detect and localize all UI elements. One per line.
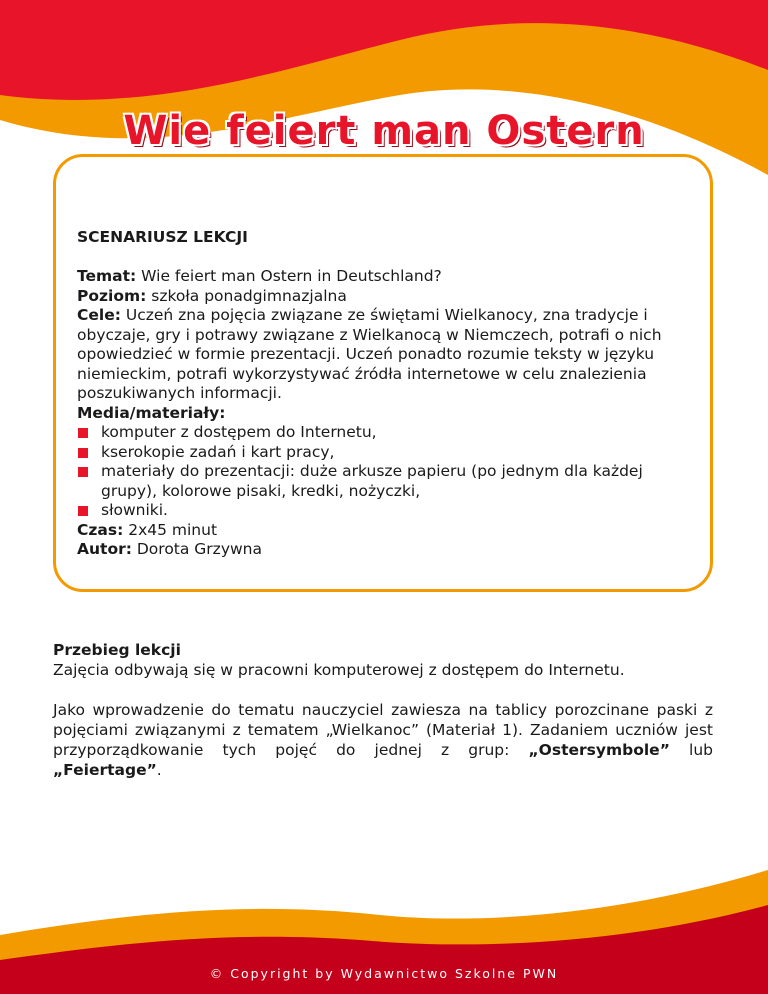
topic-label: Temat:: [77, 267, 137, 285]
level-label: Poziom:: [77, 286, 147, 305]
copyright-footer: © Copyright by Wydawnictwo Szkolne PWN: [209, 966, 559, 981]
lesson-paragraph: [53, 700, 713, 780]
bullet-square-icon: [78, 506, 88, 516]
media-item-text: materiały do prezentacji: duże arkusze papieru (po jednym dla każdej grupy), kolorowe pisaki, kredki, nożyczki,: [101, 462, 643, 500]
topic-line: [77, 267, 697, 287]
media-item-text: kserokopie zadań i kart pracy,: [101, 442, 335, 461]
author-value: Dorota Grzywna: [131, 540, 262, 558]
lesson-paragraph-connector: lub: [669, 741, 713, 759]
ostersymbole-term: „Ostersymbole”: [528, 741, 670, 759]
list-item: [77, 443, 697, 463]
list-item: [77, 462, 697, 501]
level-value: szkoła ponadgimnazjalna: [146, 286, 347, 305]
bullet-square-icon: [78, 428, 88, 438]
time-label: Czas:: [77, 520, 124, 539]
media-label: Media/materiały:: [77, 403, 226, 422]
media-item-text: komputer z dostępem do Internetu,: [101, 423, 377, 441]
lesson-paragraph-text: Jako wprowadzenie do tematu nauczyciel zawiesza na tablicy porozcinane paski z pojęciami związanymi z tematem „Wielkanoc” (Materiał 1). Zadaniem uczniów jest przyporządkowanie tych pojęć do jednej z grup:: [53, 701, 713, 759]
list-item: [77, 501, 697, 521]
lesson-section: [53, 640, 713, 780]
bullet-square-icon: [78, 467, 88, 477]
level-line: [77, 287, 697, 307]
topic-value: Wie feiert man Ostern in Deutschland?: [136, 267, 442, 285]
scenario-heading: SCENARIUSZ LEKCJI: [77, 228, 248, 246]
goals-label: Cele:: [77, 306, 121, 324]
lesson-paragraph-end: .: [156, 761, 162, 779]
time-value: 2x45 minut: [123, 520, 218, 539]
time-line: [77, 521, 697, 541]
media-list: [77, 423, 697, 521]
feiertage-term: „Feiertage”: [53, 761, 157, 779]
author-line: [77, 540, 697, 560]
author-label: Autor:: [77, 540, 132, 558]
lesson-intro: Zajęcia odbywają się w pracowni komputerowej z dostępem do Internetu.: [53, 661, 625, 679]
scenario-content: [77, 228, 697, 560]
media-item-text: słowniki.: [101, 501, 168, 519]
list-item: [77, 423, 697, 443]
goals-line: [77, 306, 697, 404]
bullet-square-icon: [78, 448, 88, 458]
lesson-heading: Przebieg lekcji: [53, 641, 181, 659]
goals-value: Uczeń zna pojęcia związane ze świętami Wielkanocy, zna tradycje i obyczaje, gry i potrawy związane z Wielkanocą w Niemczech, potrafi o nich opowiedzieć w formie prezentacji. Uczeń ponadto rozumie teksty w języku niemieckim, potrafi wykorzystywać źródła internetowe w celu znalezienia poszukiwanych informacji.: [77, 306, 662, 402]
title-line-1: Wie feiert man Ostern: [123, 108, 645, 154]
